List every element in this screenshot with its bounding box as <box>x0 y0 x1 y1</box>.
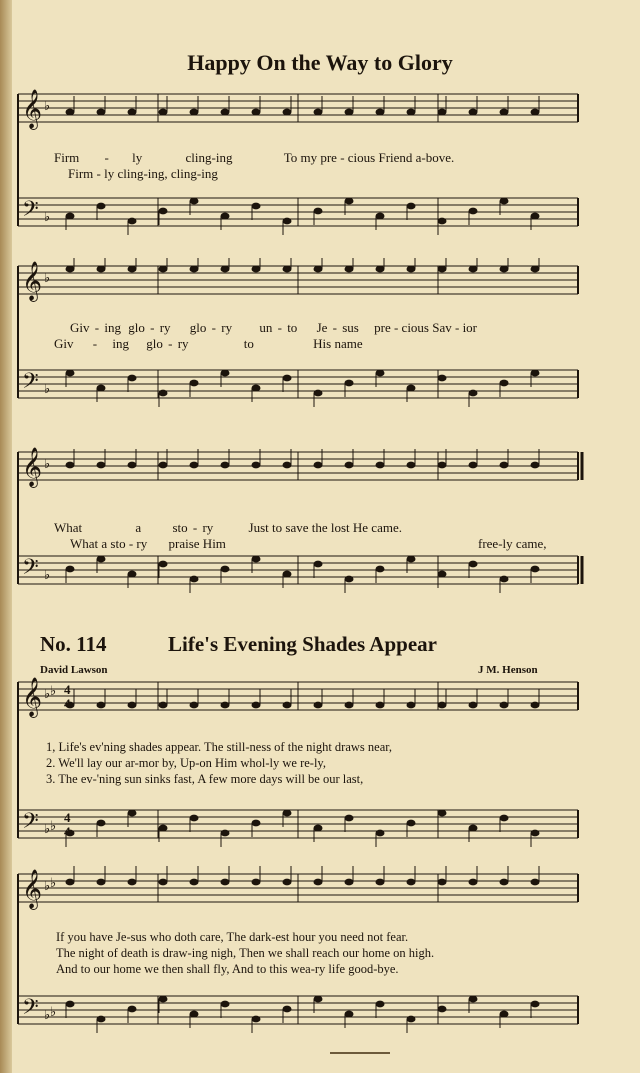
note-head <box>345 109 354 116</box>
note-head <box>128 702 137 709</box>
note-head <box>190 380 199 387</box>
note-head <box>283 462 292 469</box>
note-head <box>500 462 509 469</box>
note-head <box>438 1006 447 1013</box>
note-head <box>531 462 540 469</box>
note-head <box>252 1016 261 1023</box>
note-head <box>407 266 416 273</box>
note-head <box>531 879 540 886</box>
note-head <box>314 109 323 116</box>
note-head <box>531 830 540 837</box>
note-head <box>500 1011 509 1018</box>
note-head <box>66 213 75 220</box>
note-head <box>221 1001 230 1008</box>
note-head <box>128 109 137 116</box>
note-head <box>190 879 199 886</box>
note-head <box>407 203 416 210</box>
note-head <box>252 266 261 273</box>
bass-clef-icon: 𝄢 <box>22 555 39 584</box>
note-head <box>500 815 509 822</box>
music-system-4 <box>14 676 584 866</box>
lyric-line-1: Firm - ly cling-ing To my pre - cious Friend a-bove. <box>54 150 455 165</box>
note-head <box>345 462 354 469</box>
note-head <box>97 203 106 210</box>
note-head <box>97 266 106 273</box>
note-head <box>531 370 540 377</box>
note-head <box>159 462 168 469</box>
flat-icon: ♭ <box>44 270 51 285</box>
note-head <box>407 820 416 827</box>
note-head <box>376 370 385 377</box>
bass-clef-icon: 𝄢 <box>22 995 39 1024</box>
music-system-1 <box>14 86 584 258</box>
note-head <box>376 462 385 469</box>
note-head <box>345 815 354 822</box>
note-head <box>345 879 354 886</box>
note-head <box>66 462 75 469</box>
note-head <box>159 266 168 273</box>
note-head <box>66 266 75 273</box>
note-head <box>407 1016 416 1023</box>
note-head <box>97 462 106 469</box>
verse-3-line-b: And to our home we then shall fly, And to this wea-ry life good-bye. <box>56 962 399 976</box>
note-head <box>345 266 354 273</box>
note-head <box>438 879 447 886</box>
note-head <box>221 830 230 837</box>
note-head <box>314 879 323 886</box>
note-head <box>221 702 230 709</box>
note-head <box>469 996 478 1003</box>
note-head <box>252 385 261 392</box>
note-head <box>314 390 323 397</box>
bass-clef-icon: 𝄢 <box>22 809 39 838</box>
lyric-line-3: Giv - ing glo - ry glo - ry un - to Je - sus pre - cious Sav - ior <box>70 320 478 335</box>
note-head <box>159 702 168 709</box>
flat-icon: ♭ <box>50 683 57 698</box>
note-head <box>128 879 137 886</box>
note-head <box>252 203 261 210</box>
note-head <box>500 198 509 205</box>
note-head <box>314 702 323 709</box>
music-system-2 <box>14 258 584 430</box>
note-head <box>407 702 416 709</box>
note-head <box>97 820 106 827</box>
note-head <box>376 879 385 886</box>
note-head <box>345 576 354 583</box>
lyric-line-6: What a sto - ry praise Him free-ly came, <box>70 536 547 551</box>
note-head <box>500 702 509 709</box>
hymn-header <box>40 632 600 662</box>
note-head <box>283 810 292 817</box>
note-head <box>66 370 75 377</box>
note-head <box>252 556 261 563</box>
note-head <box>469 561 478 568</box>
note-head <box>283 109 292 116</box>
note-head <box>314 561 323 568</box>
note-head <box>438 702 447 709</box>
treble-clef-icon: 𝄞 <box>22 449 43 486</box>
note-head <box>407 462 416 469</box>
page-binding-edge <box>0 0 12 1073</box>
note-head <box>283 879 292 886</box>
note-head <box>314 462 323 469</box>
note-head <box>438 571 447 578</box>
note-head <box>469 879 478 886</box>
note-head <box>128 810 137 817</box>
author-credit: David Lawson <box>40 664 108 676</box>
note-head <box>376 1001 385 1008</box>
note-head <box>128 375 137 382</box>
time-signature-icon: 4 <box>64 824 71 839</box>
note-head <box>190 1011 199 1018</box>
note-head <box>159 561 168 568</box>
note-head <box>314 208 323 215</box>
note-head <box>407 879 416 886</box>
note-head <box>221 879 230 886</box>
note-head <box>345 198 354 205</box>
note-head <box>407 385 416 392</box>
note-head <box>438 266 447 273</box>
treble-clef-icon: 𝄞 <box>22 263 43 300</box>
note-head <box>531 266 540 273</box>
flat-icon: ♭ <box>44 209 51 224</box>
verse-2-line-a: 2. We'll lay our ar-mor by, Up-on Him whol-ly we re-ly, <box>46 756 326 770</box>
note-head <box>438 218 447 225</box>
note-head <box>531 213 540 220</box>
note-head <box>97 385 106 392</box>
treble-clef-icon: 𝄞 <box>22 679 43 716</box>
flat-icon: ♭ <box>44 567 51 582</box>
note-head <box>438 462 447 469</box>
note-head <box>66 109 75 116</box>
verse-2-line-b: The night of death is draw-ing nigh, Then we shall reach our home on high. <box>56 946 435 960</box>
note-head <box>531 1001 540 1008</box>
flat-icon: ♭ <box>44 381 51 396</box>
note-head <box>128 1006 137 1013</box>
note-head <box>438 375 447 382</box>
note-head <box>469 702 478 709</box>
note-head <box>531 566 540 573</box>
note-head <box>376 830 385 837</box>
note-head <box>221 370 230 377</box>
flat-icon: ♭ <box>50 1004 57 1019</box>
note-head <box>345 702 354 709</box>
note-head <box>159 825 168 832</box>
note-head <box>190 815 199 822</box>
note-head <box>252 702 261 709</box>
note-head <box>469 390 478 397</box>
note-head <box>469 109 478 116</box>
note-head <box>345 1011 354 1018</box>
note-head <box>128 218 137 225</box>
note-head <box>66 879 75 886</box>
song-title-happy: Happy On the Way to Glory <box>187 50 453 75</box>
note-head <box>283 218 292 225</box>
note-head <box>500 879 509 886</box>
note-head <box>407 556 416 563</box>
note-head <box>97 879 106 886</box>
note-head <box>190 198 199 205</box>
note-head <box>438 810 447 817</box>
note-head <box>283 1006 292 1013</box>
time-signature-icon: 4 <box>64 696 71 711</box>
hymn-title: Life's Evening Shades Appear <box>168 632 437 656</box>
verse-1-line-b: If you have Je-sus who doth care, The dark-est hour you need not fear. <box>56 930 409 944</box>
note-head <box>283 702 292 709</box>
note-head <box>97 109 106 116</box>
music-system-5 <box>14 866 584 1052</box>
note-head <box>469 208 478 215</box>
lyric-line-4: Giv - ing glo - ry to His name <box>54 336 363 351</box>
note-head <box>407 109 416 116</box>
time-signature-icon: 4 <box>64 810 71 825</box>
note-head <box>159 390 168 397</box>
note-head <box>159 208 168 215</box>
lyric-line-2: Firm - ly cling-ing, cling-ing <box>68 166 218 181</box>
note-head <box>376 702 385 709</box>
note-head <box>159 996 168 1003</box>
flat-icon: ♭ <box>44 1007 51 1022</box>
note-head <box>252 109 261 116</box>
note-head <box>469 266 478 273</box>
note-head <box>376 109 385 116</box>
note-head <box>221 109 230 116</box>
note-head <box>531 702 540 709</box>
note-head <box>190 109 199 116</box>
note-head <box>128 571 137 578</box>
note-head <box>314 266 323 273</box>
note-head <box>500 266 509 273</box>
note-head <box>531 109 540 116</box>
note-head <box>66 1001 75 1008</box>
note-head <box>376 266 385 273</box>
note-head <box>128 462 137 469</box>
note-head <box>314 825 323 832</box>
note-head <box>314 996 323 1003</box>
lyric-line-5: What a sto - ry Just to save the lost He came. <box>54 520 402 535</box>
flat-icon: ♭ <box>44 878 51 893</box>
note-head <box>376 566 385 573</box>
note-head <box>66 566 75 573</box>
treble-clef-icon: 𝄞 <box>22 91 43 128</box>
flat-icon: ♭ <box>50 818 57 833</box>
note-head <box>97 556 106 563</box>
note-head <box>190 266 199 273</box>
bass-clef-icon: 𝄢 <box>22 197 39 226</box>
note-head <box>283 571 292 578</box>
flat-icon: ♭ <box>44 98 51 113</box>
verse-1-line-a: 1, Life's ev'ning shades appear. The still-ness of the night draws near, <box>46 740 393 754</box>
treble-clef-icon: 𝄞 <box>22 871 43 908</box>
note-head <box>190 462 199 469</box>
note-head <box>221 462 230 469</box>
note-head <box>190 576 199 583</box>
note-head <box>221 266 230 273</box>
note-head <box>469 825 478 832</box>
note-head <box>500 380 509 387</box>
staff-pair-4 <box>14 676 584 866</box>
note-head <box>128 266 137 273</box>
composer-credit: J M. Henson <box>478 664 538 676</box>
note-head <box>221 213 230 220</box>
note-head <box>469 462 478 469</box>
page-footer-rule <box>330 1052 390 1054</box>
time-signature-icon: 4 <box>64 682 71 697</box>
note-head <box>252 462 261 469</box>
verse-3-line-a: 3. The ev-'ning sun sinks fast, A few more days will be our last, <box>46 772 364 786</box>
flat-icon: ♭ <box>44 686 51 701</box>
note-head <box>283 375 292 382</box>
flat-icon: ♭ <box>50 875 57 890</box>
note-head <box>97 1016 106 1023</box>
hymn-number: No. 114 <box>40 632 107 656</box>
note-head <box>97 702 106 709</box>
note-head <box>252 820 261 827</box>
note-head <box>159 879 168 886</box>
note-head <box>376 213 385 220</box>
note-head <box>190 702 199 709</box>
note-head <box>438 109 447 116</box>
note-head <box>252 879 261 886</box>
bass-clef-icon: 𝄢 <box>22 369 39 398</box>
flat-icon: ♭ <box>44 456 51 471</box>
music-system-3 <box>14 444 584 616</box>
note-head <box>500 109 509 116</box>
note-head <box>283 266 292 273</box>
note-head <box>500 576 509 583</box>
flat-icon: ♭ <box>44 821 51 836</box>
note-head <box>221 566 230 573</box>
note-head <box>159 109 168 116</box>
note-head <box>345 380 354 387</box>
